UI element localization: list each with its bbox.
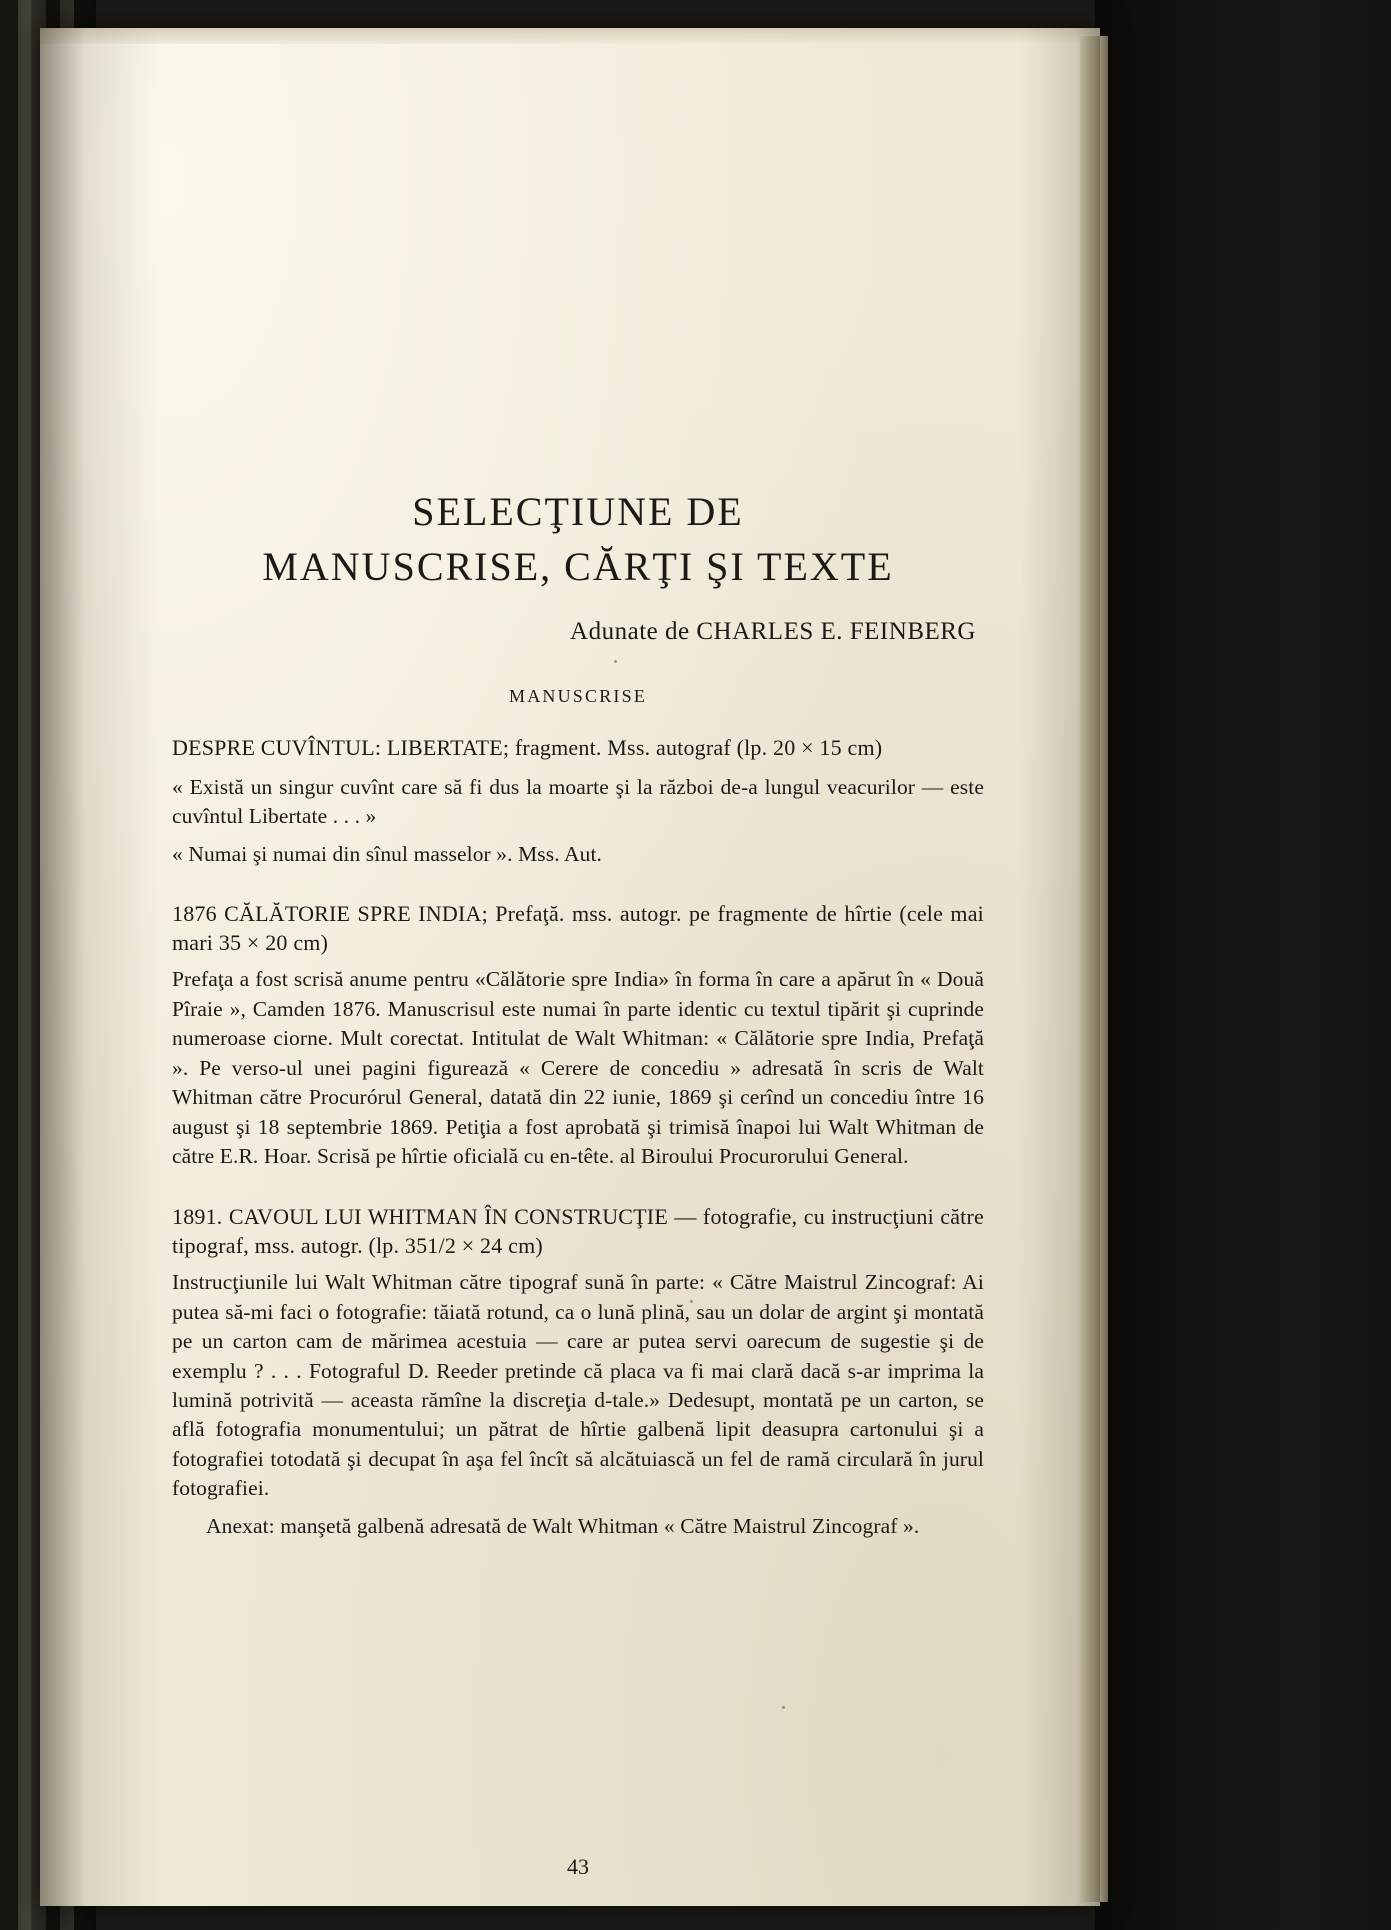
catalog-entry bbox=[172, 733, 984, 869]
byline: Adunate de CHARLES E. FEINBERG bbox=[570, 618, 976, 646]
entry-paragraph: Prefaţa a fost scrisă anume pentru «Călătorie spre India» în forma în care a apărut în « Două Pîraie », Camden 1876. Manuscrisul este numai în parte identic cu textul tipărit şi cuprinde numeroase ciorne. Mult corectat. Intitulat de Walt Whitman: « Călătorie spre India, Prefaţă ». Pe verso-ul unei pagini figurează « Cerere de concediu » adresată în scris de Walt Whitman către Procurórul General, datată din 22 iunie, 1869 şi cerînd un concediu între 16 august şi 18 septembrie 1869. Petiţia a fost aprobată şi trimisă înapoi lui Walt Whitman de către E.R. Hoar. Scrisă pe hîrtie oficială cu en-tête. al Biroului Procurorului General. bbox=[172, 967, 984, 1169]
page-fore-edge-curl bbox=[1080, 36, 1108, 1902]
catalog-entry bbox=[172, 1202, 984, 1542]
paper-speck bbox=[782, 1706, 785, 1709]
entry-heading: 1891. CAVOUL LUI WHITMAN ÎN CONSTRUCŢIE — fotografie, cu instrucţiuni către tipograf, mss. autogr. (lp. 351/2 × 24 cm) bbox=[172, 1203, 984, 1258]
entry-paragraph: Instrucţiunile lui Walt Whitman către tipograf sună în parte: « Către Maistrul Zincograf: Ai putea să-mi faci o fotografie: tăiată rotund, ca o lună plină, sau un dolar de argint şi montată pe un carton cam de mărimea acestuia — care ar putea servi oarecum de sugestie şi de exemplu ? . . . Fotograful D. Reeder pretinde că placa va fi mai clară dacă s-ar imprima la lumină potrivită — aceasta rămîne la discreţia d-tale.» Dedesupt, montată pe un carton, se află fotografia monumentului; un pătrat de hîrtie galbenă lipit deasupra cartonului şi a fotografiei totodată şi decupat în aşa fel încît să alcătuiască un fel de ramă circulară în jurul fotografiei. bbox=[172, 1270, 984, 1501]
entry-paragraph: « Numai şi numai din sînul masselor ». Mss. Aut. bbox=[172, 841, 603, 866]
title-line-2: MANUSCRISE, CĂRŢI ŞI TEXTE bbox=[262, 544, 894, 590]
entry-heading: 1876 CĂLĂTORIE SPRE INDIA; Prefaţă. mss. autogr. pe fragmente de hîrtie (cele mai mari 35 × 20 cm) bbox=[172, 900, 984, 956]
page-title bbox=[172, 486, 984, 592]
page-text-block bbox=[172, 486, 984, 1879]
section-heading: MANUSCRISE bbox=[508, 686, 648, 707]
catalog-entry bbox=[172, 899, 984, 1172]
background-right-shadow bbox=[1095, 0, 1391, 1930]
entry-paragraph: « Există un singur cuvînt care să fi dus la moarte şi la război de-a lungul veacurilor — este cuvîntul Libertate . . . » bbox=[172, 774, 984, 829]
entry-paragraph: Anexat: manşetă galbenă adresată de Walt Whitman « Către Maistrul Zincograf ». bbox=[206, 1513, 920, 1538]
paper-top-edge bbox=[40, 28, 1100, 44]
title-line-1: SELECŢIUNE DE bbox=[412, 489, 744, 534]
page-number: 43 bbox=[567, 1854, 589, 1879]
entry-heading: DESPRE CUVÎNTUL: LIBERTATE; fragment. Mss. autograf (lp. 20 × 15 cm) bbox=[172, 735, 883, 761]
